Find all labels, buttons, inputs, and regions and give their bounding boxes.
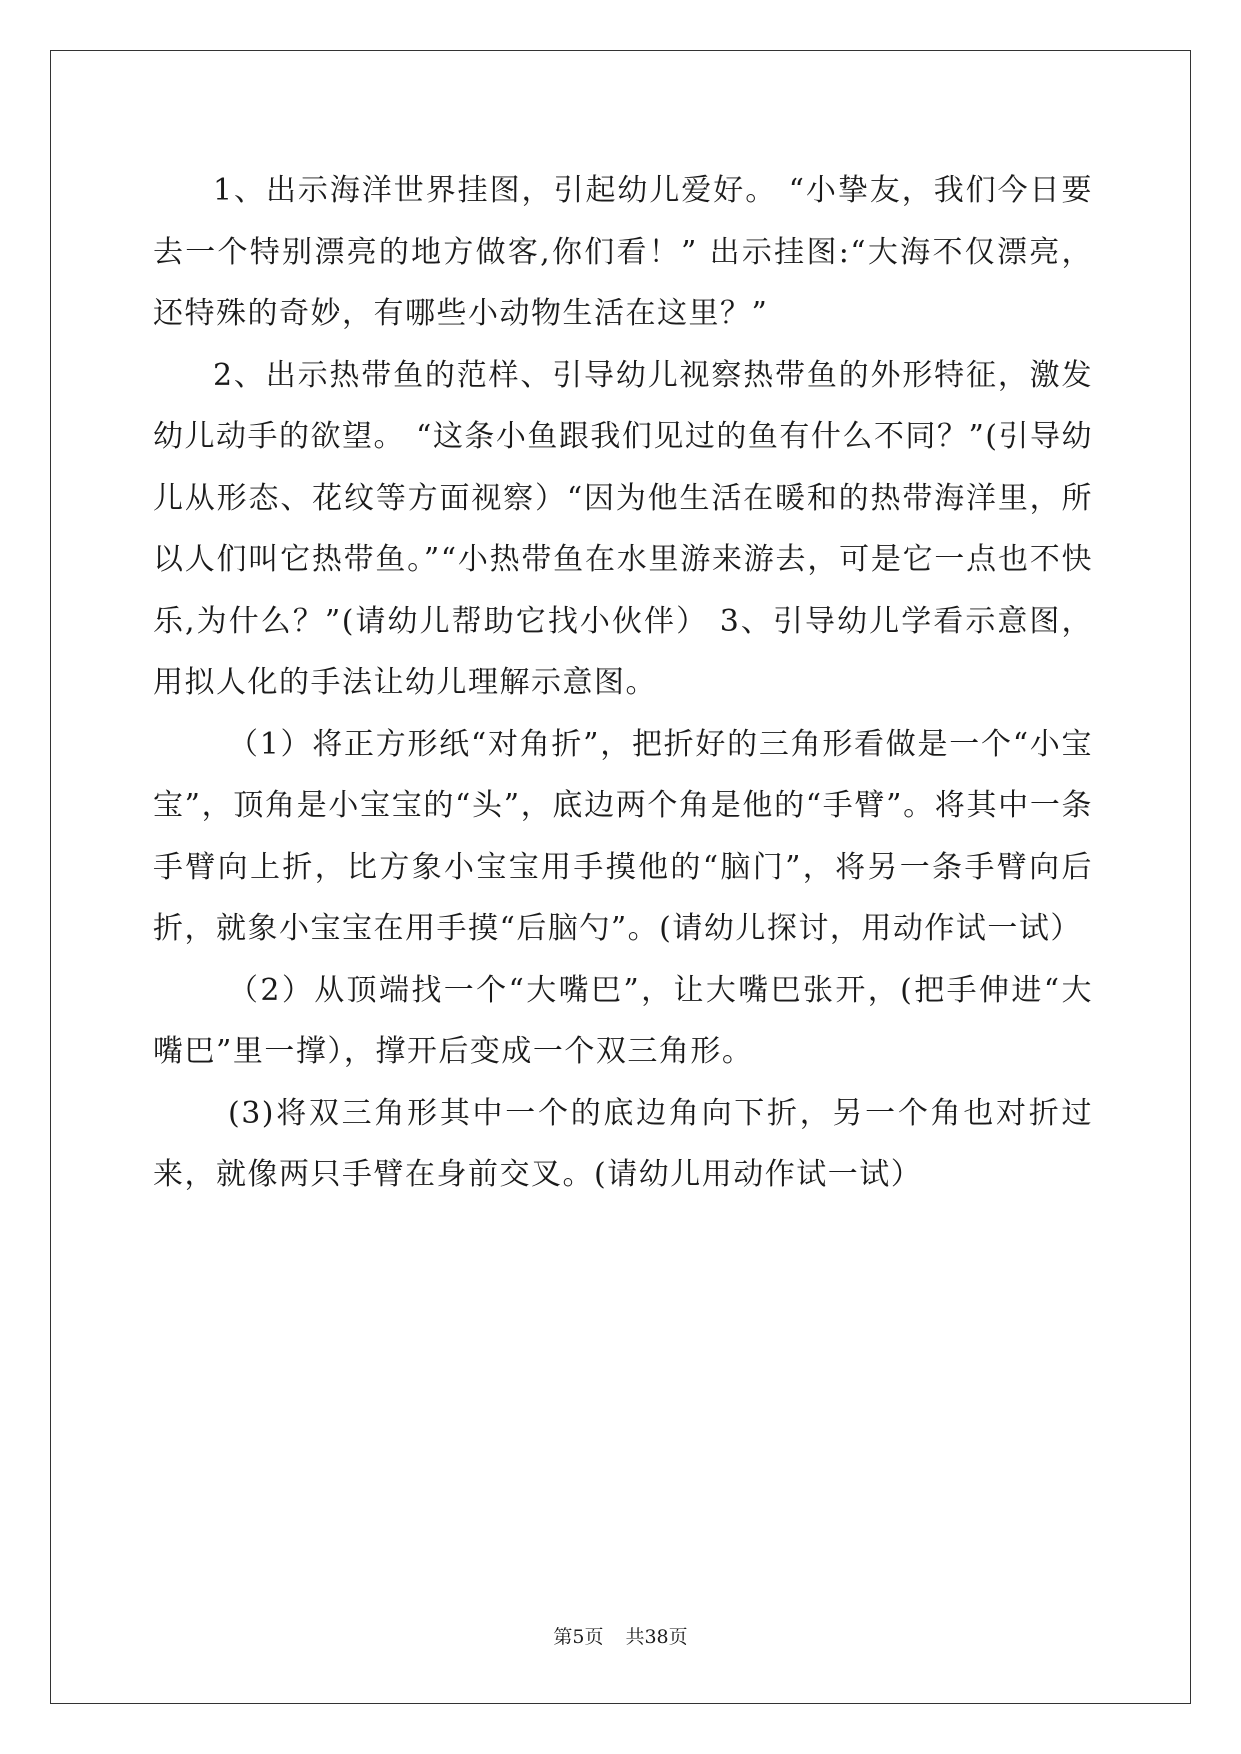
paragraph-2: 2、出示热带鱼的范样、引导幼儿视察热带鱼的外形特征，激发幼儿动手的欲望。 “这条小鱼跟我们见过的鱼有什么不同？”(引导幼儿从形态、花纹等方面视察）“因为他生活在暖和的热带海洋里，所以人们叫它热带鱼。”“小热带鱼在水里游来游去，可是它一点也不快乐,为什么？”(请幼儿帮助它找小伙伴） 3、引导幼儿学看示意图，用拟人化的手法让幼儿理解示意图。 (153, 357, 1093, 700)
page-footer (0, 1622, 1241, 1649)
page-total: 共38页 (625, 1626, 688, 1648)
document-body (153, 160, 1093, 1206)
page-number: 第5页 (553, 1626, 604, 1648)
paragraph-4: （2）从顶端找一个“大嘴巴”，让大嘴巴张开，(把手伸进“大嘴巴”里一撑），撑开后变成一个双三角形。 (153, 972, 1093, 1069)
paragraph-1: 1、出示海洋世界挂图，引起幼儿爱好。 “小挚友，我们今日要去一个特别漂亮的地方做客,你们看！” 出示挂图:“大海不仅漂亮，还特殊的奇妙，有哪些小动物生活在这里？” (153, 173, 1093, 331)
paragraph-5: (3)将双三角形其中一个的底边角向下折，另一个角也对折过来，就像两只手臂在身前交叉。(请幼儿用动作试一试） (153, 1095, 1093, 1192)
paragraph-3: （1）将正方形纸“对角折”，把折好的三角形看做是一个“小宝宝”，顶角是小宝宝的“头”，底边两个角是他的“手臂”。将其中一条手臂向上折，比方象小宝宝用手摸他的“脑门”，将另一条手臂向后折，就象小宝宝在用手摸“后脑勺”。(请幼儿探讨，用动作试一试） (153, 726, 1093, 946)
